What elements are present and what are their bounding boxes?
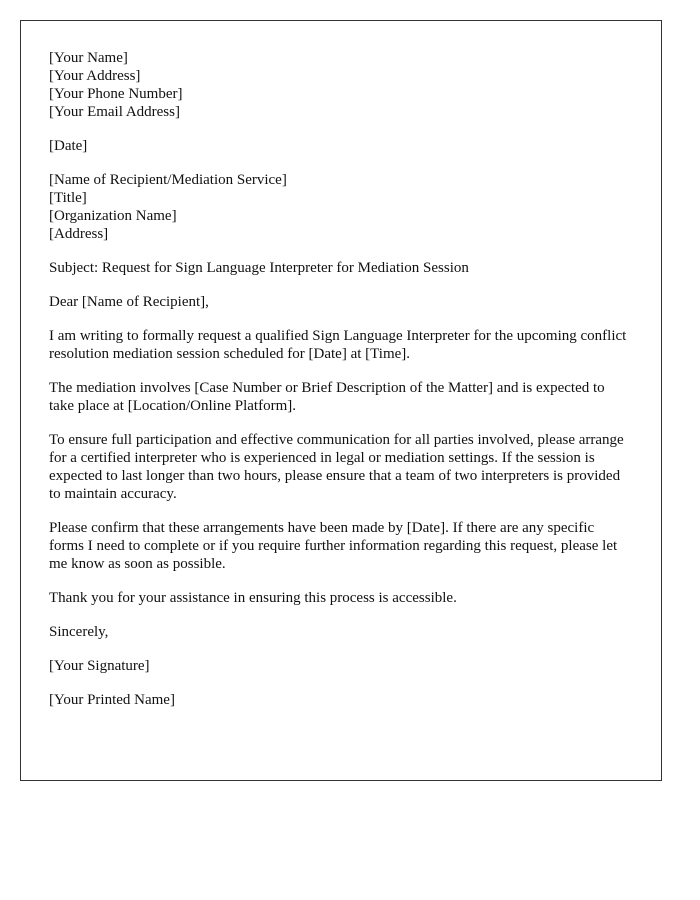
printed-name: [Your Printed Name] — [49, 692, 175, 708]
subject: Subject: Request for Sign Language Interpreter for Mediation Session — [49, 260, 469, 276]
sender-email: [Your Email Address] — [49, 104, 180, 120]
recipient-organization: [Organization Name] — [49, 208, 177, 224]
salutation: Dear [Name of Recipient], — [49, 294, 209, 310]
body-paragraph: Thank you for your assistance in ensuring this process is accessible. — [49, 590, 457, 606]
signature: [Your Signature] — [49, 658, 150, 674]
recipient-block — [49, 171, 632, 243]
letter — [20, 20, 662, 781]
recipient-name: [Name of Recipient/Mediation Service] — [49, 172, 287, 188]
sender-address: [Your Address] — [49, 68, 141, 84]
body-paragraph: I am writing to formally request a qualified Sign Language Interpreter for the upcoming conflict resolution mediation session scheduled for [Date] at [Time]. — [49, 328, 627, 362]
recipient-address: [Address] — [49, 226, 109, 242]
closing: Sincerely, — [49, 624, 109, 640]
sender-phone: [Your Phone Number] — [49, 86, 183, 102]
body-paragraph: To ensure full participation and effective communication for all parties involved, please arrange for a certified interpreter who is experienced in legal or mediation settings. If the session is expected to last longer than two hours, please ensure that a team of two interpreters is provided to maintain accuracy. — [49, 432, 624, 502]
date: [Date] — [49, 138, 88, 154]
sender-block — [49, 49, 632, 121]
body-paragraph: Please confirm that these arrangements have been made by [Date]. If there are any specific forms I need to complete or if you require further information regarding this request, please let me know as soon as possible. — [49, 520, 618, 572]
recipient-title: [Title] — [49, 190, 87, 206]
body-paragraph: The mediation involves [Case Number or Brief Description of the Matter] and is expected to take place at [Location/Online Platform]. — [49, 380, 605, 414]
sender-name: [Your Name] — [49, 50, 128, 66]
